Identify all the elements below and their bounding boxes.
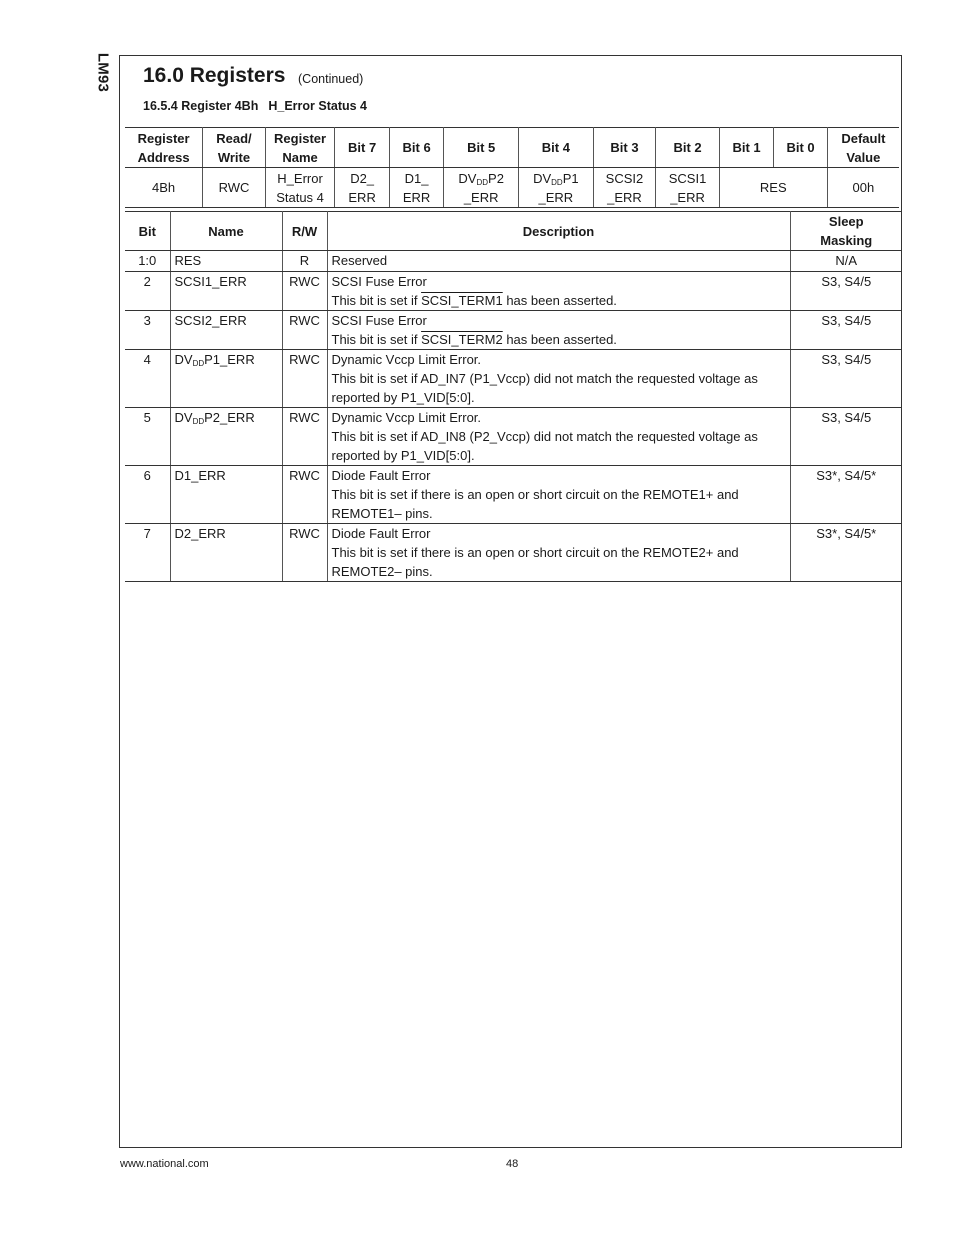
cell-bit3: SCSI2 _ERR xyxy=(593,168,656,208)
header-bit6: Bit 6 xyxy=(389,128,443,168)
part-number-label xyxy=(93,52,113,98)
bit-description: Dynamic Vccp Limit Error. This bit is set if AD_IN8 (P2_Vccp) did not match the requested voltage as reported by P1_VID[5:0]. xyxy=(327,408,790,466)
bit-description: Diode Fault Error This bit is set if there is an open or short circuit on the REMOTE2+ and REMOTE2– pins. xyxy=(327,524,790,582)
active-low-signal: SCSI_TERM2 xyxy=(421,332,503,347)
cell-bit5: $DV_{DD}P2$ _ERR xyxy=(444,168,519,208)
bit-number: 5 xyxy=(125,408,170,466)
bit-description: SCSI Fuse Error This bit is set if SCSI_TERM1 has been asserted. xyxy=(327,272,790,311)
bit-description: Diode Fault Error This bit is set if there is an open or short circuit on the REMOTE1+ and REMOTE1– pins. xyxy=(327,466,790,524)
bit-sleep-masking: S3*, S4/5* xyxy=(790,466,902,524)
cell-default: 00h xyxy=(827,168,899,208)
bit-number: 1:0 xyxy=(125,251,170,272)
table-row xyxy=(125,251,902,272)
bit-description: SCSI Fuse Error This bit is set if SCSI_TERM2 has been asserted. xyxy=(327,311,790,350)
bit-number: 7 xyxy=(125,524,170,582)
bit-rw: RWC xyxy=(282,350,327,408)
bit-number: 4 xyxy=(125,350,170,408)
bit-number: 3 xyxy=(125,311,170,350)
header-sleep-masking: Sleep Masking xyxy=(790,212,902,251)
section-title: 16.0 Registers xyxy=(143,64,286,87)
section-continued: (Continued) xyxy=(298,72,364,86)
cell-bit7: D2_ ERR xyxy=(335,168,389,208)
bit-rw: RWC xyxy=(282,408,327,466)
bit-sleep-masking: S3, S4/5 xyxy=(790,350,902,408)
bit-description: Reserved xyxy=(327,251,790,272)
bit-number: 2 xyxy=(125,272,170,311)
bit-name: SCSI2_ERR xyxy=(170,311,282,350)
table-row xyxy=(125,524,902,582)
register-header-row xyxy=(125,128,899,168)
bit-rw: RWC xyxy=(282,466,327,524)
header-bit5: Bit 5 xyxy=(444,128,519,168)
register-summary-table xyxy=(125,127,899,208)
header-bit1: Bit 1 xyxy=(719,128,773,168)
header-bit: Bit xyxy=(125,212,170,251)
cell-address: 4Bh xyxy=(125,168,203,208)
table-row xyxy=(125,408,902,466)
bit-sleep-masking: N/A xyxy=(790,251,902,272)
table-row xyxy=(125,272,902,311)
bit-description: Dynamic Vccp Limit Error. This bit is set if AD_IN7 (P1_Vccp) did not match the requested voltage as reported by P1_VID[5:0]. xyxy=(327,350,790,408)
header-default-value: Default Value xyxy=(827,128,899,168)
bit-name: D1_ERR xyxy=(170,466,282,524)
cell-register-name: H_Error Status 4 xyxy=(265,168,335,208)
header-bit3: Bit 3 xyxy=(593,128,656,168)
footer-website[interactable]: www.national.com xyxy=(120,1158,209,1170)
cell-bit6: D1_ ERR xyxy=(389,168,443,208)
header-register-address: Register Address xyxy=(125,128,203,168)
table-row xyxy=(125,466,902,524)
bit-sleep-masking: S3, S4/5 xyxy=(790,408,902,466)
table-row xyxy=(125,311,902,350)
bit-sleep-masking: S3, S4/5 xyxy=(790,311,902,350)
cell-rw: RWC xyxy=(203,168,266,208)
footer-page-number: 48 xyxy=(506,1158,519,1170)
bit-name: D2_ERR xyxy=(170,524,282,582)
cell-bit4: $DV_{DD}P1$ _ERR xyxy=(519,168,594,208)
register-value-row xyxy=(125,168,899,208)
bit-rw: RWC xyxy=(282,272,327,311)
bit-sleep-masking: S3, S4/5 xyxy=(790,272,902,311)
header-description: Description xyxy=(327,212,790,251)
subsection-title xyxy=(143,99,367,113)
bit-rw: RWC xyxy=(282,311,327,350)
bit-number: 6 xyxy=(125,466,170,524)
bit-name: $DV_{DD}P2\_ERR$ xyxy=(170,408,282,466)
header-bit2: Bit 2 xyxy=(656,128,720,168)
header-bit4: Bit 4 xyxy=(519,128,594,168)
bit-description-table xyxy=(125,211,902,582)
bit-name: $DV_{DD}P1\_ERR$ xyxy=(170,350,282,408)
bit-header-row xyxy=(125,212,902,251)
header-read-write: Read/ Write xyxy=(203,128,266,168)
table-row xyxy=(125,350,902,408)
cell-bit2: SCSI1 _ERR xyxy=(656,168,720,208)
cell-bit1-0: RES xyxy=(719,168,827,208)
part-number-text: LM93 xyxy=(94,52,112,93)
bit-name: RES xyxy=(170,251,282,272)
header-register-name: Register Name xyxy=(265,128,335,168)
active-low-signal: SCSI_TERM1 xyxy=(421,293,503,308)
bit-rw: RWC xyxy=(282,524,327,582)
bit-sleep-masking: S3*, S4/5* xyxy=(790,524,902,582)
subsection-name: H_Error Status 4 xyxy=(268,99,367,113)
bit-name: SCSI1_ERR xyxy=(170,272,282,311)
subsection-number: 16.5.4 Register 4Bh xyxy=(143,99,259,113)
header-rw: R/W xyxy=(282,212,327,251)
header-bit7: Bit 7 xyxy=(335,128,389,168)
header-name: Name xyxy=(170,212,282,251)
header-bit0: Bit 0 xyxy=(774,128,827,168)
bit-rw: R xyxy=(282,251,327,272)
